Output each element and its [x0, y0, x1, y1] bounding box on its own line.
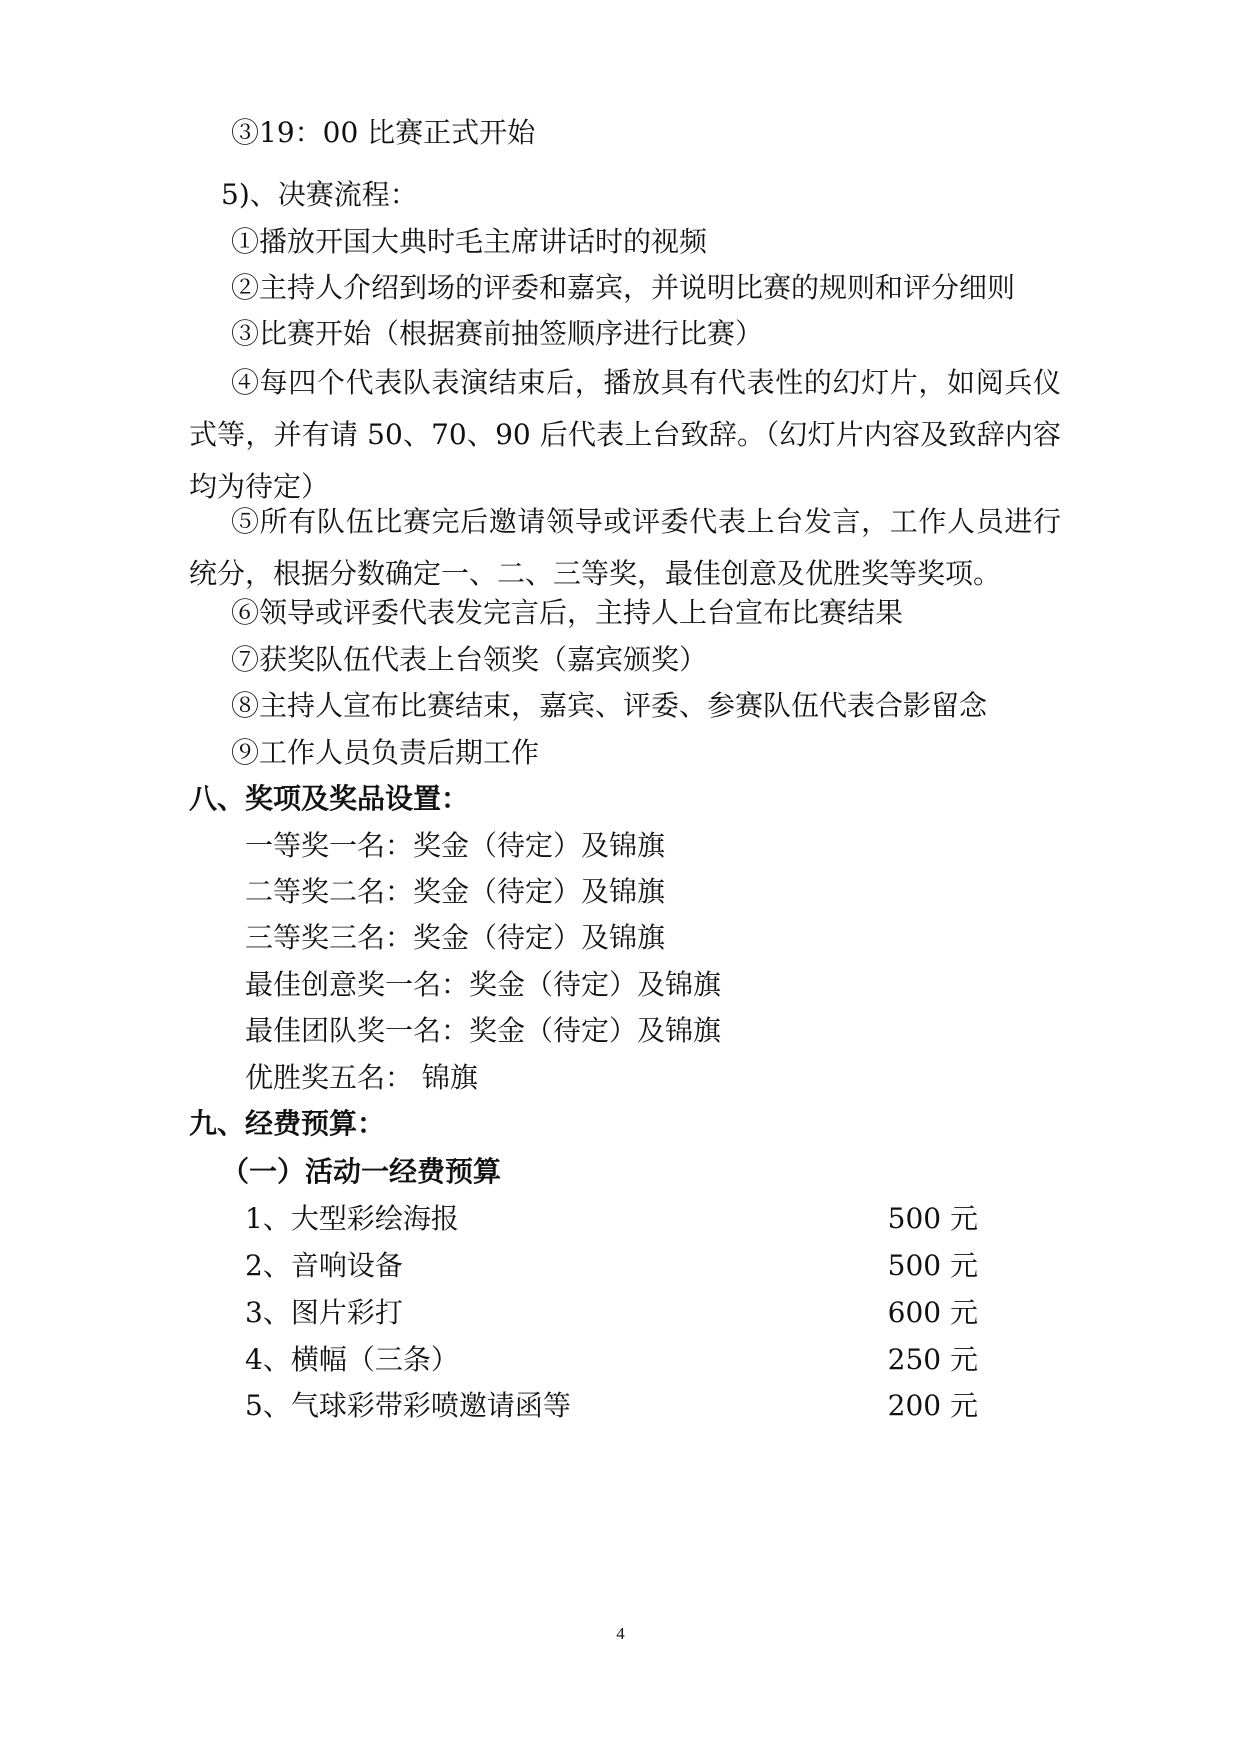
budget-item-amount: 500 元: [887, 1249, 978, 1282]
final-process-title: 5)、决赛流程：: [221, 178, 418, 211]
award-item: 二等奖二名：奖金（待定）及锦旗: [245, 875, 666, 908]
final-step-5: ⑤所有队伍比赛完后邀请领导或评委代表上台发言，工作人员进行统分，根据分数确定一、二、三等奖，最佳创意及优胜奖等奖项。: [189, 505, 1061, 590]
final-step-9: ⑨工作人员负责后期工作: [231, 736, 540, 769]
award-item: 一等奖一名：奖金（待定）及锦旗: [245, 829, 666, 862]
award-item: 最佳团队奖一名：奖金（待定）及锦旗: [245, 1014, 722, 1047]
budget-item-amount: 200 元: [887, 1389, 978, 1422]
award-item: 优胜奖五名： 锦旗: [245, 1061, 478, 1094]
budget-item-label: 2、音响设备: [245, 1249, 403, 1282]
page-number: 4: [616, 1624, 625, 1643]
budget-item-amount: 600 元: [887, 1296, 978, 1329]
final-step-1: ①播放开国大典时毛主席讲话时的视频: [231, 225, 708, 258]
budget-subheading: （一）活动一经费预算: [221, 1155, 502, 1188]
budget-item-label: 4、横幅（三条）: [245, 1343, 459, 1376]
process-step-start: ③19：00 比赛正式开始: [231, 116, 536, 149]
final-step-2: ②主持人介绍到场的评委和嘉宾，并说明比赛的规则和评分细则: [231, 271, 1016, 304]
awards-heading: 八、奖项及奖品设置：: [189, 782, 470, 815]
budget-item-label: 3、图片彩打: [245, 1296, 403, 1329]
award-item: 最佳创意奖一名：奖金（待定）及锦旗: [245, 968, 722, 1001]
budget-item-label: 5、气球彩带彩喷邀请函等: [245, 1389, 571, 1422]
budget-item-amount: 250 元: [887, 1343, 978, 1376]
final-step-6: ⑥领导或评委代表发完言后，主持人上台宣布比赛结果: [231, 596, 904, 629]
final-step-3: ③比赛开始（根据赛前抽签顺序进行比赛）: [231, 317, 764, 350]
final-step-8: ⑧主持人宣布比赛结束，嘉宾、评委、参赛队伍代表合影留念: [231, 689, 988, 722]
final-step-7: ⑦获奖队伍代表上台领奖（嘉宾颁奖）: [231, 643, 708, 676]
budget-item-amount: 500 元: [887, 1202, 978, 1235]
award-item: 三等奖三名：奖金（待定）及锦旗: [245, 921, 666, 954]
budget-heading: 九、经费预算：: [189, 1107, 386, 1140]
final-step-4: ④每四个代表队表演结束后，播放具有代表性的幻灯片，如阅兵仪式等，并有请 50、70、90 后代表上台致辞。（幻灯片内容及致辞内容均为待定）: [189, 366, 1061, 503]
budget-item-label: 1、大型彩绘海报: [245, 1202, 459, 1235]
